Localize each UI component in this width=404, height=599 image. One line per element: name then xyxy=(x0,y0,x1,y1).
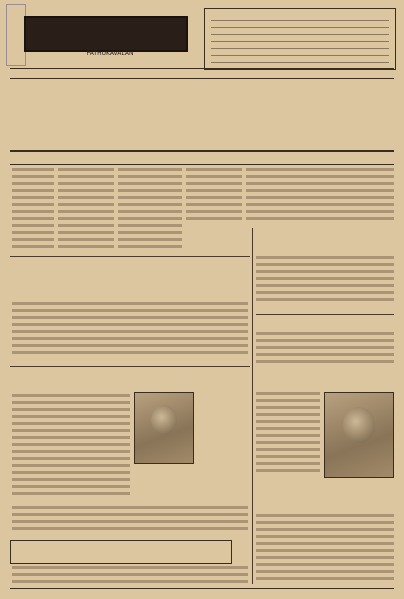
editor-info-line xyxy=(211,29,389,35)
column-text xyxy=(186,168,242,224)
column-text xyxy=(12,394,130,504)
column-text xyxy=(12,506,248,536)
editor-info-box xyxy=(204,8,396,70)
lower-left-heading xyxy=(15,545,225,559)
masthead-logo-text xyxy=(30,20,178,44)
portrait-photo-left xyxy=(134,392,194,464)
section-rule xyxy=(256,314,394,315)
column-text xyxy=(246,168,394,224)
editor-info-line xyxy=(211,36,389,42)
box-left-byline xyxy=(12,381,248,391)
box-right-heading xyxy=(256,318,394,328)
column-divider xyxy=(252,228,253,584)
dateline xyxy=(10,68,394,79)
box-right-subheading xyxy=(256,376,394,386)
column-text xyxy=(256,514,394,584)
article-right-top-heading xyxy=(186,226,246,254)
editor-info-line xyxy=(211,43,389,49)
editor-info-line xyxy=(211,22,389,28)
masthead-logo-subtitle: PATHUKAVALAN xyxy=(86,50,134,57)
editor-info-line xyxy=(211,57,389,63)
column-text xyxy=(12,168,54,254)
article-right-mid-heading xyxy=(256,232,394,254)
column-text xyxy=(256,256,394,312)
portrait-photo-right xyxy=(324,392,394,478)
section-rule xyxy=(10,256,250,257)
lower-left-box xyxy=(10,540,232,564)
lead-banner xyxy=(10,150,394,165)
column-text xyxy=(58,168,114,254)
section-rule xyxy=(10,366,250,367)
column-text xyxy=(256,332,394,374)
column-text xyxy=(12,566,248,586)
page-headline xyxy=(10,82,394,144)
portrait-face xyxy=(343,407,375,443)
column-text xyxy=(12,302,248,362)
lower-right-heading xyxy=(256,492,394,510)
column-text xyxy=(256,392,320,488)
editor-info-line xyxy=(211,50,389,56)
stamp-mark xyxy=(6,4,26,66)
column-text xyxy=(118,168,182,254)
portrait-face xyxy=(151,405,177,435)
article-left-heading xyxy=(12,258,248,298)
page-footer xyxy=(10,588,394,598)
box-left-heading xyxy=(12,370,248,380)
editor-info-line xyxy=(211,15,389,21)
